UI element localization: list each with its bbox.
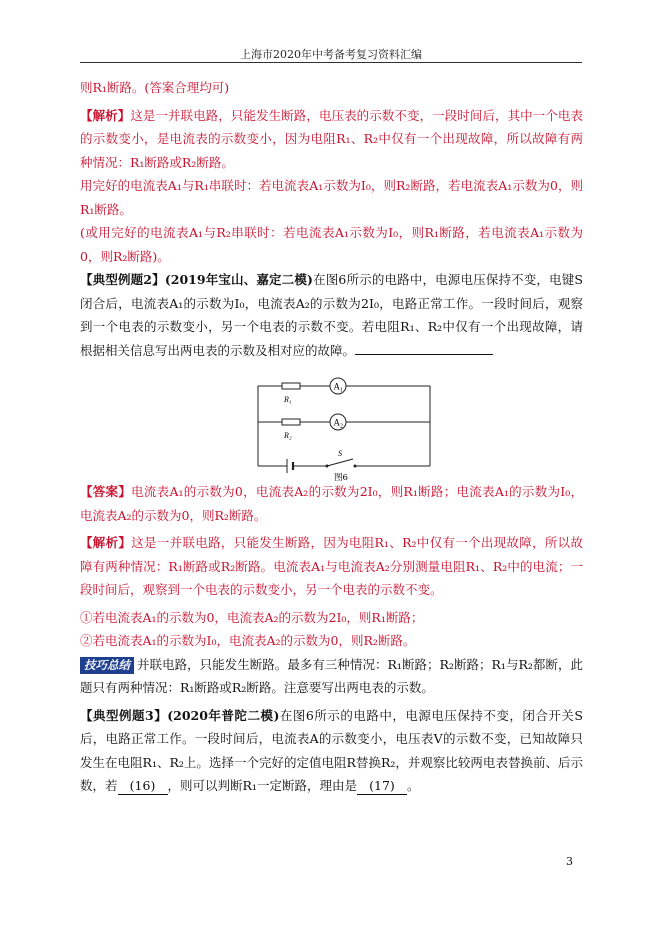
example-3-text: 在图6所示的电路中，电源电压保持不变，闭合开关S后，电路正常工作。一段时间后，电流表A的示数变小，电压表V的示数不变，已知故障只发生在电阻R₁、R₂上。选择一个完好的定值电阻R替换R₂，并观察比较两电表替换前、后示数，若 <box>80 707 583 793</box>
example-3-text-2: ，则可以判断R₁一定断路，理由是 <box>167 778 357 793</box>
analysis-label-2: 【解析】 <box>80 535 132 550</box>
analysis-label: 【解析】 <box>80 107 131 123</box>
figure-caption: 图6 <box>334 473 348 482</box>
page-header: 上海市2020年中考备考复习资料汇编 <box>240 48 422 61</box>
method-1: 用完好的电流表A₁与R₁串联时：若电流表A₁示数为I₀，则R₂断路，若电流表A₁示数为0，则R₁断路。 <box>80 178 583 217</box>
switch-s <box>326 459 357 468</box>
method-2: (或用完好的电流表A₁与R₂串联时：若电流表A₁示数为I₀，则R₁断路，若电流表A₁示数为0，则R₂断路)。 <box>80 225 583 264</box>
circuit-figure <box>80 362 583 480</box>
blank-16[interactable]: (16) <box>118 778 168 795</box>
example-3-label: 【典型例题3】(2020年普陀二模) <box>80 707 280 723</box>
skill-tag: 技巧总结 <box>80 657 134 674</box>
circuit-diagram <box>254 372 434 482</box>
example-2-question <box>80 268 583 362</box>
example-3-text-3: 。 <box>406 778 420 793</box>
skill-summary <box>80 653 583 700</box>
previous-answer-tail: 则R₁断路。(答案合理均可) <box>80 80 230 95</box>
label-r2: R₂ <box>284 431 292 440</box>
analysis-paragraph-1 <box>80 104 583 175</box>
analysis-text-2: 这是一并联电路，只能发生断路，因为电阻R₁、R₂中仅有一个出现故障，所以故障有两种情况：R₁断路或R₂断路。电流表A₁与电流表A₂分别测量电阻R₁、R₂中的电流；一段时间后，观察到一个电表的示数变小，另一个电表的示数不变。 <box>80 535 583 597</box>
label-r1: R₁ <box>284 395 292 404</box>
resistor-r1 <box>282 383 300 389</box>
header-divider <box>80 62 582 63</box>
page-content <box>80 76 583 798</box>
answer-text: 电流表A₁的示数为0，电流表A₂的示数为2I₀，则R₁断路；电流表A₁的示数为I₀，电流表A₂的示数为0，则R₂断路。 <box>80 484 583 523</box>
resistor-r2 <box>282 419 300 425</box>
skill-text: 并联电路，只能发生断路。最多有三种情况：R₁断路；R₂断路；R₁与R₂都断，此题只有两种情况：R₁断路或R₂断路。注意要写出两电表的示数。 <box>80 656 583 695</box>
battery <box>287 459 293 473</box>
a1-text: $A_1$ <box>333 381 343 394</box>
analysis-text: 这是一并联电路，只能发生断路，电压表的示数不变，一段时间后，其中一个电表的示数变小，是电流表的示数变小，因为电阻R₁、R₂中仅有一个出现故障，所以故障有两种情况：R₁断路或R₂断路。 <box>80 107 583 170</box>
case-2: ②若电流表A₁的示数为I₀，电流表A₂的示数为0，则R₂断路。 <box>80 633 416 648</box>
example-2-analysis <box>80 531 583 602</box>
blank-17[interactable]: (17) <box>357 778 407 795</box>
a2-text: $A_2$ <box>333 417 343 430</box>
example-3-question <box>80 704 583 798</box>
example-2-answer <box>80 480 583 527</box>
label-s: S <box>338 449 342 458</box>
answer-blank-line <box>355 340 493 355</box>
case-1: ①若电流表A₁的示数为0，电流表A₂的示数为2I₀，则R₁断路； <box>80 609 424 625</box>
example-2-label: 【典型例题2】(2019年宝山、嘉定二模) <box>80 272 313 287</box>
page-number: 3 <box>566 855 573 868</box>
answer-label: 【答案】 <box>80 484 132 499</box>
example-2-text: 在图6所示的电路中，电源电压保持不变，电键S闭合后，电流表A₁的示数为I₀，电流表A₂的示数为2I₀，电路正常工作。一段时间后，观察到一个电表的示数变小，另一个电表的示数不变。若电阻R₁、R₂中仅有一个出现故障，请根据相关信息写出两电表的示数及相对应的故障。 <box>80 272 583 358</box>
